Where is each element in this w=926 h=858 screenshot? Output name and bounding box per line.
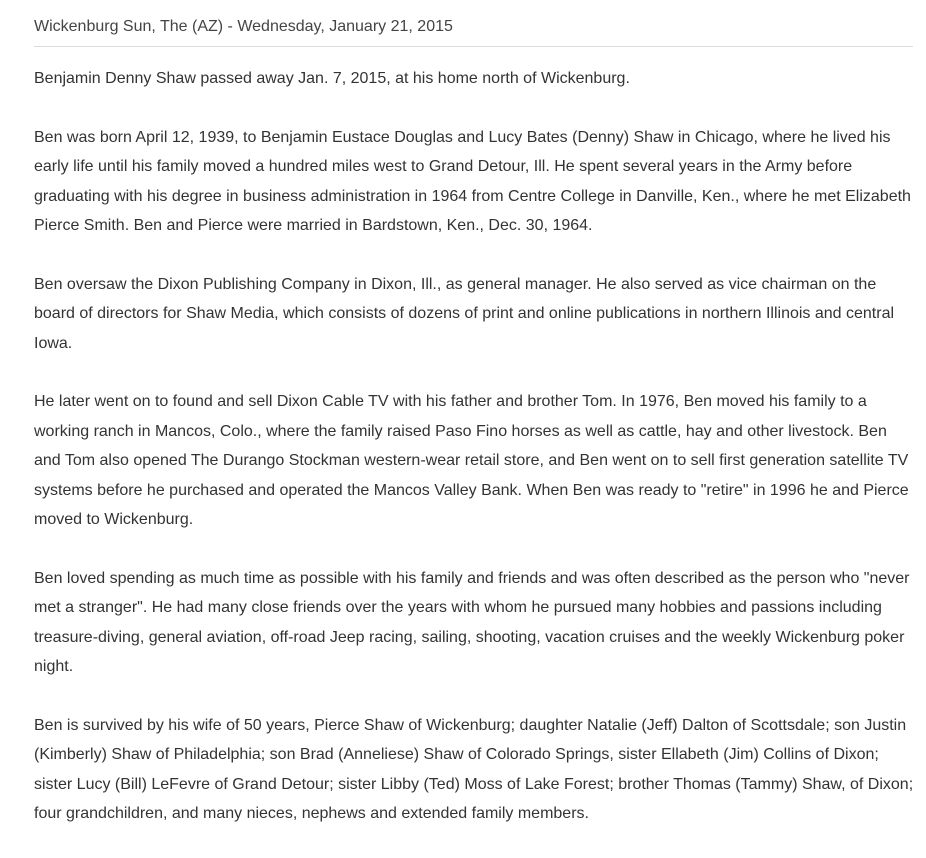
obituary-paragraph-3: Ben oversaw the Dixon Publishing Company in Dixon, Ill., as general manager. He also served as vice chairman on the board of directors for Shaw Media, which consists of dozens of print and online publications in northern Illinois and central Iowa. bbox=[34, 275, 895, 352]
obituary-paragraph-4: He later went on to found and sell Dixon Cable TV with his father and brother Tom. In 1976, Ben moved his family to a working ranch in Mancos, Colo., where the family raised Paso Fino horses as well as cattle, hay and other livestock. Ben and Tom also opened The Durango Stockman western-wear retail store, and Ben went on to sell first generation satellite TV systems before he purchased and operated the Mancos Valley Bank. When Ben was ready to "retire" in 1996 he and Pierce moved to Wickenburg. bbox=[34, 393, 909, 528]
obituary-paragraph-2: Ben was born April 12, 1939, to Benjamin Eustace Douglas and Lucy Bates (Denny) Shaw in Chicago, where he lived his early life until his family moved a hundred miles west to Grand Detour, Ill. He spent several years in the Army before graduating with his degree in business administration in 1964 from Centre College in Danville, Ken., where he met Elizabeth Pierce Smith. Ben and Pierce were married in Bardstown, Ken., Dec. 30, 1964. bbox=[34, 128, 911, 234]
obituary-paragraph-1: Benjamin Denny Shaw passed away Jan. 7, 2015, at his home north of Wickenburg. bbox=[34, 70, 630, 87]
publication-header: Wickenburg Sun, The (AZ) - Wednesday, January 21, 2015 bbox=[34, 18, 453, 35]
header-divider bbox=[34, 46, 913, 47]
obituary-paragraph-5: Ben loved spending as much time as possible with his family and friends and was often described as the person who "never met a stranger". He had many close friends over the years with whom he pursued many hobbies and passions including treasure-diving, general aviation, off-road Jeep racing, sailing, shooting, vacation cruises and the weekly Wickenburg poker night. bbox=[34, 569, 910, 675]
obituary-body bbox=[34, 64, 914, 858]
obituary-paragraph-6: Ben is survived by his wife of 50 years, Pierce Shaw of Wickenburg; daughter Natalie (Jeff) Dalton of Scottsdale; son Justin (Kimberly) Shaw of Philadelphia; son Brad (Anneliese) Shaw of Colorado Springs, sister Ellabeth (Jim) Collins of Dixon; sister Lucy (Bill) LeFevre of Grand Detour; sister Libby (Ted) Moss of Lake Forest; brother Thomas (Tammy) Shaw, of Dixon; four grandchildren, and many nieces, nephews and extended family members. bbox=[34, 716, 914, 822]
